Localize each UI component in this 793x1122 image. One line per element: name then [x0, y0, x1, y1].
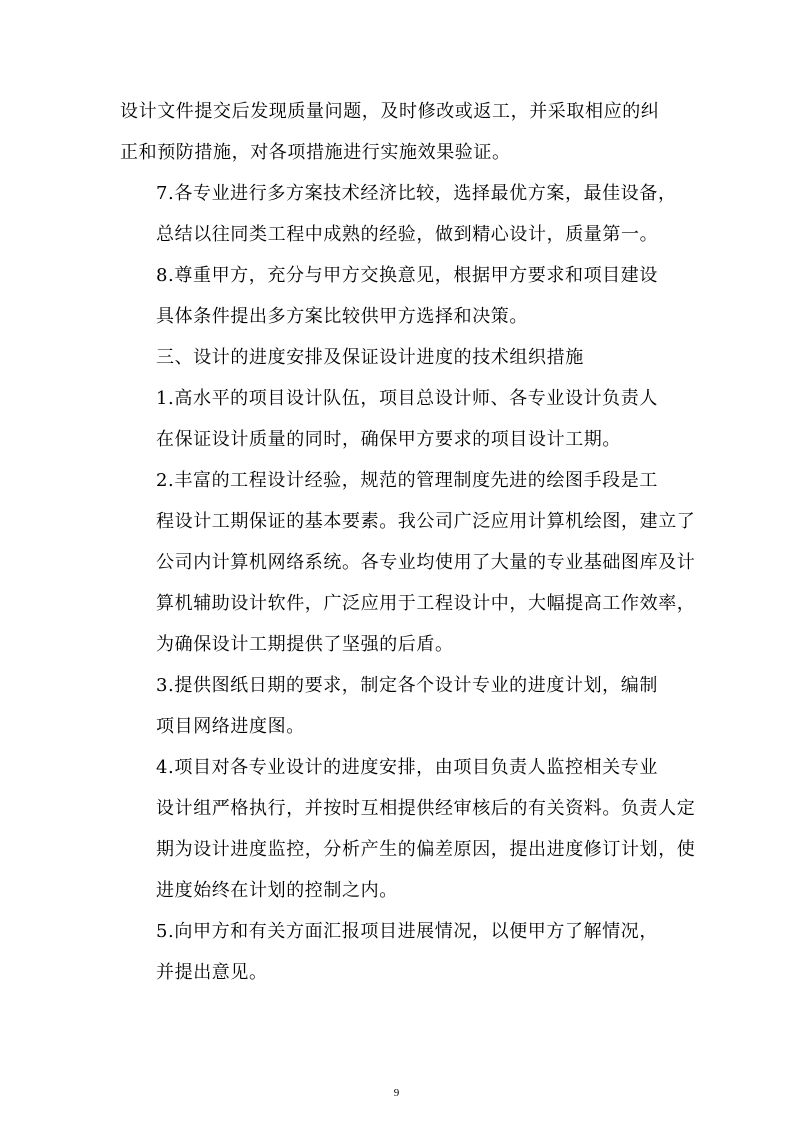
paragraph-continued — [120, 91, 660, 173]
text-line: 8.尊重甲方，充分与甲方交换意见，根据甲方要求和项目建设 — [156, 265, 658, 286]
paragraph-item-7 — [120, 173, 677, 255]
text-line: 3.提供图纸日期的要求，制定各个设计专业的进度计划，编制 — [156, 675, 658, 696]
text-line: 在保证设计质量的同时，确保甲方要求的项目设计工期。 — [156, 429, 621, 450]
section-heading — [120, 337, 660, 378]
paragraph-item-3 — [120, 665, 660, 747]
text-line: 正和预防措施，对各项措施进行实施效果验证。 — [120, 142, 511, 163]
body-text — [120, 91, 696, 993]
text-line: 算机辅助设计软件，广泛应用于工程设计中，大幅提高工作效率， — [156, 593, 696, 614]
page-number: 9 — [393, 1087, 400, 1099]
text-line: 总结以往同类工程中成熟的经验，做到精心设计，质量第一。 — [156, 224, 659, 245]
text-line: 设计文件提交后发现质量问题，及时修改或返工，并采取相应的纠 — [120, 101, 660, 122]
heading-text: 三、设计的进度安排及保证设计进度的技术组织措施 — [156, 347, 584, 368]
text-line: 公司内计算机网络系统。各专业均使用了大量的专业基础图库及计 — [156, 552, 696, 573]
text-line: 2.丰富的工程设计经验，规范的管理制度先进的绘图手段是工 — [156, 470, 658, 491]
paragraph-item-1 — [120, 378, 660, 460]
text-line: 为确保设计工期提供了坚强的后盾。 — [156, 634, 454, 655]
text-line: 5.向甲方和有关方面汇报项目进展情况，以便甲方了解情况， — [156, 921, 658, 942]
text-line: 期为设计进度监控，分析产生的偏差原因，提出进度修订计划，使 — [156, 839, 696, 860]
text-line: 具体条件提出多方案比较供甲方选择和决策。 — [156, 306, 528, 327]
paragraph-item-2 — [120, 460, 696, 665]
text-line: 设计组严格执行，并按时互相提供经审核后的有关资料。负责人定 — [156, 798, 696, 819]
text-line: 项目网络进度图。 — [156, 716, 305, 737]
paragraph-item-4 — [120, 747, 696, 911]
text-line: 4.项目对各专业设计的进度安排，由项目负责人监控相关专业 — [156, 757, 658, 778]
text-line: 进度始终在计划的控制之内。 — [156, 880, 398, 901]
text-line: 1.高水平的项目设计队伍，项目总设计师、各专业设计负责人 — [156, 388, 658, 409]
text-line: 程设计工期保证的基本要素。我公司广泛应用计算机绘图，建立了 — [156, 511, 696, 532]
paragraph-item-5 — [120, 911, 660, 993]
paragraph-item-8 — [120, 255, 660, 337]
text-line: 7.各专业进行多方案技术经济比较，选择最优方案，最佳设备， — [156, 183, 677, 204]
text-line: 并提出意见。 — [156, 962, 268, 983]
